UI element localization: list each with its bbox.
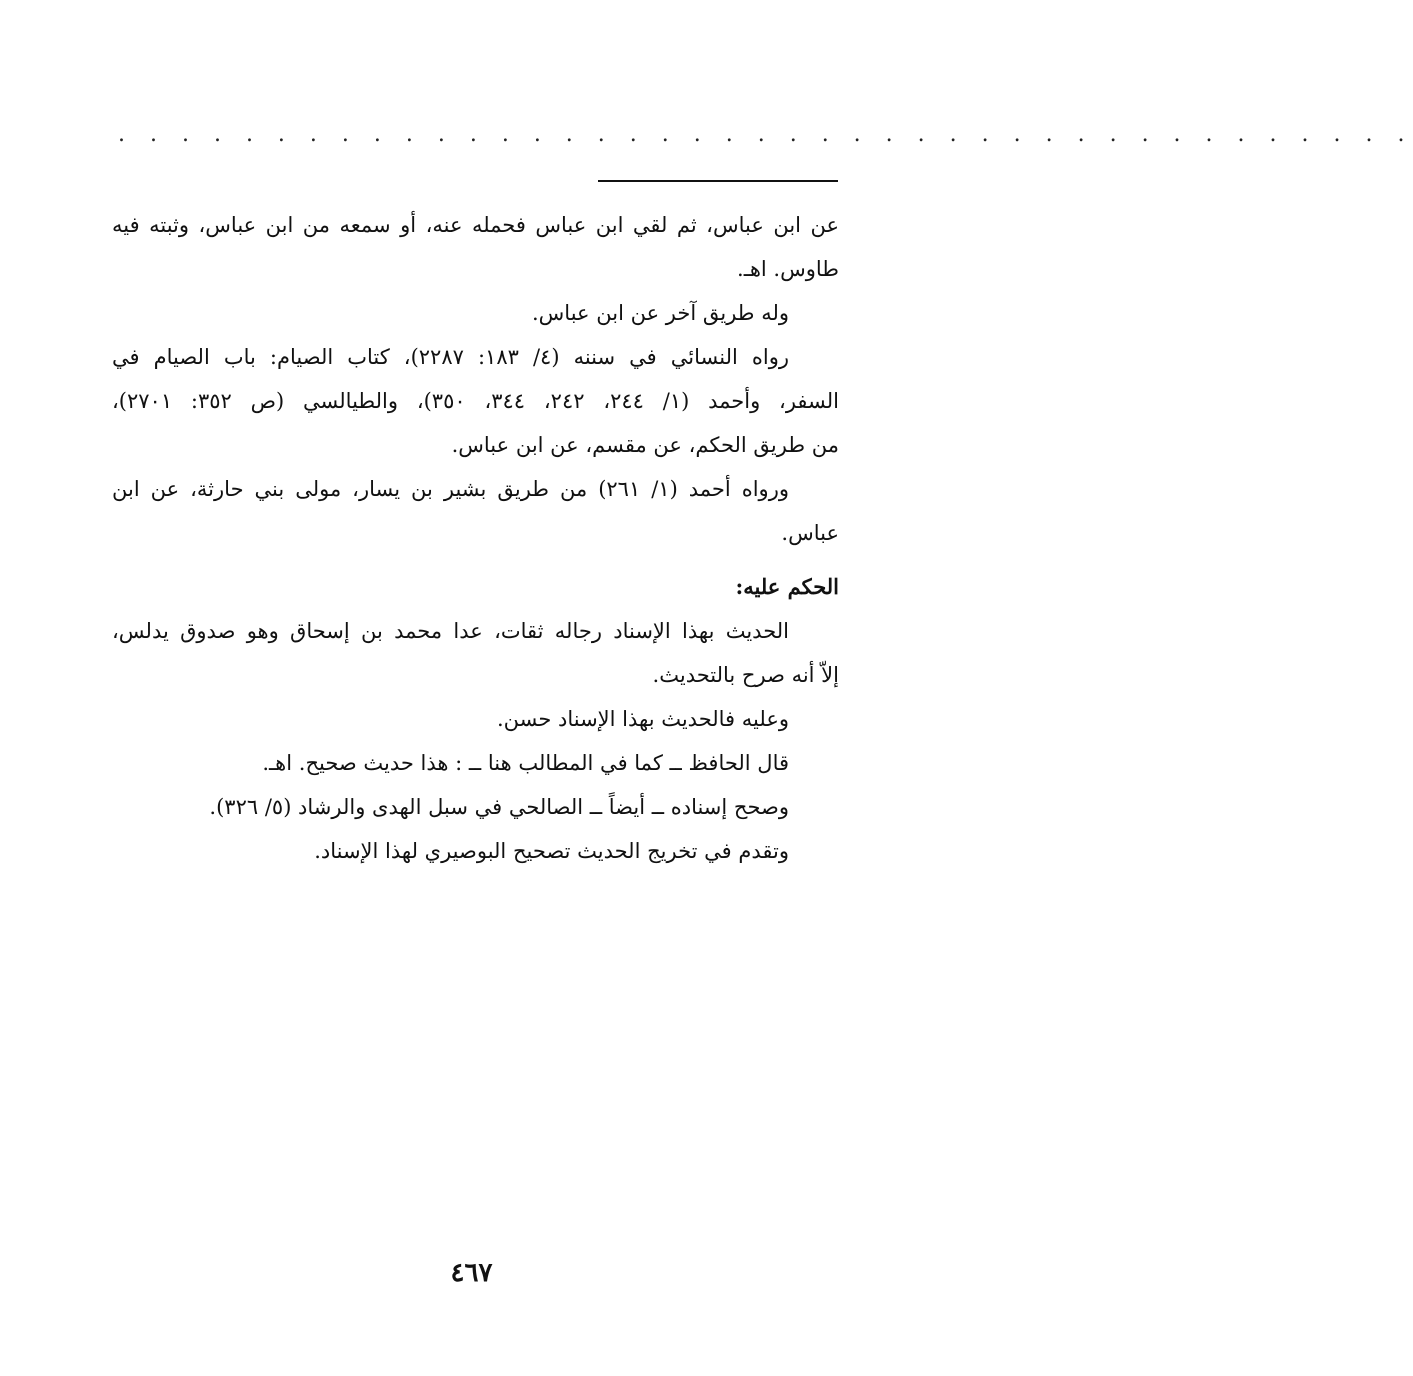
footnote-rule: [598, 180, 838, 182]
page-number: ٤٦٧: [450, 1258, 493, 1288]
text-line-3: وله طريق آخر عن ابن عباس.: [532, 301, 789, 325]
text-line-8: عباس.: [781, 521, 839, 545]
dotted-separator: . . . . . . . . . . . . . . . . . . . . . . . . . . . . . . . . . . . . . . . . .: [118, 122, 1413, 147]
text-line-14: وتقدم في تخريج الحديث تصحيح البوصيري لهذا الإسناد.: [314, 839, 789, 863]
text-line-4: رواه النسائي في سننه (٤/ ١٨٣: ٢٢٨٧)، كتاب الصيام: باب الصيام في: [112, 345, 789, 369]
text-line-5: السفر، وأحمد (١/ ٢٤٤، ٢٤٢، ٣٤٤، ٣٥٠)، والطيالسي (ص ٣٥٢: ٢٧٠١)،: [112, 389, 840, 413]
text-line-6: من طريق الحكم، عن مقسم، عن ابن عباس.: [451, 433, 839, 457]
text-line-9: الحديث بهذا الإسناد رجاله ثقات، عدا محمد بن إسحاق وهو صدوق يدلس،: [112, 619, 789, 643]
text-line-7: ورواه أحمد (١/ ٢٦١) من طريق بشير بن يسار، مولى بني حارثة، عن ابن: [112, 477, 789, 501]
text-line-11: وعليه فالحديث بهذا الإسناد حسن.: [496, 707, 789, 731]
text-line-13: وصحح إسناده ــ أيضاً ــ الصالحي في سبل الهدى والرشاد (٥/ ٣٢٦).: [209, 795, 789, 819]
text-line-2: طاوس. اهـ.: [737, 257, 839, 281]
text-line-10: إلاّ أنه صرح بالتحديث.: [652, 663, 839, 687]
text-line-12: قال الحافظ ــ كما في المطالب هنا ــ : هذا حديث صحيح. اهـ.: [262, 751, 789, 775]
text-line-1: عن ابن عباس، ثم لقي ابن عباس فحمله عنه، أو سمعه من ابن عباس، وثبته فيه: [112, 213, 839, 237]
section-heading: الحكم عليه:: [735, 574, 839, 599]
